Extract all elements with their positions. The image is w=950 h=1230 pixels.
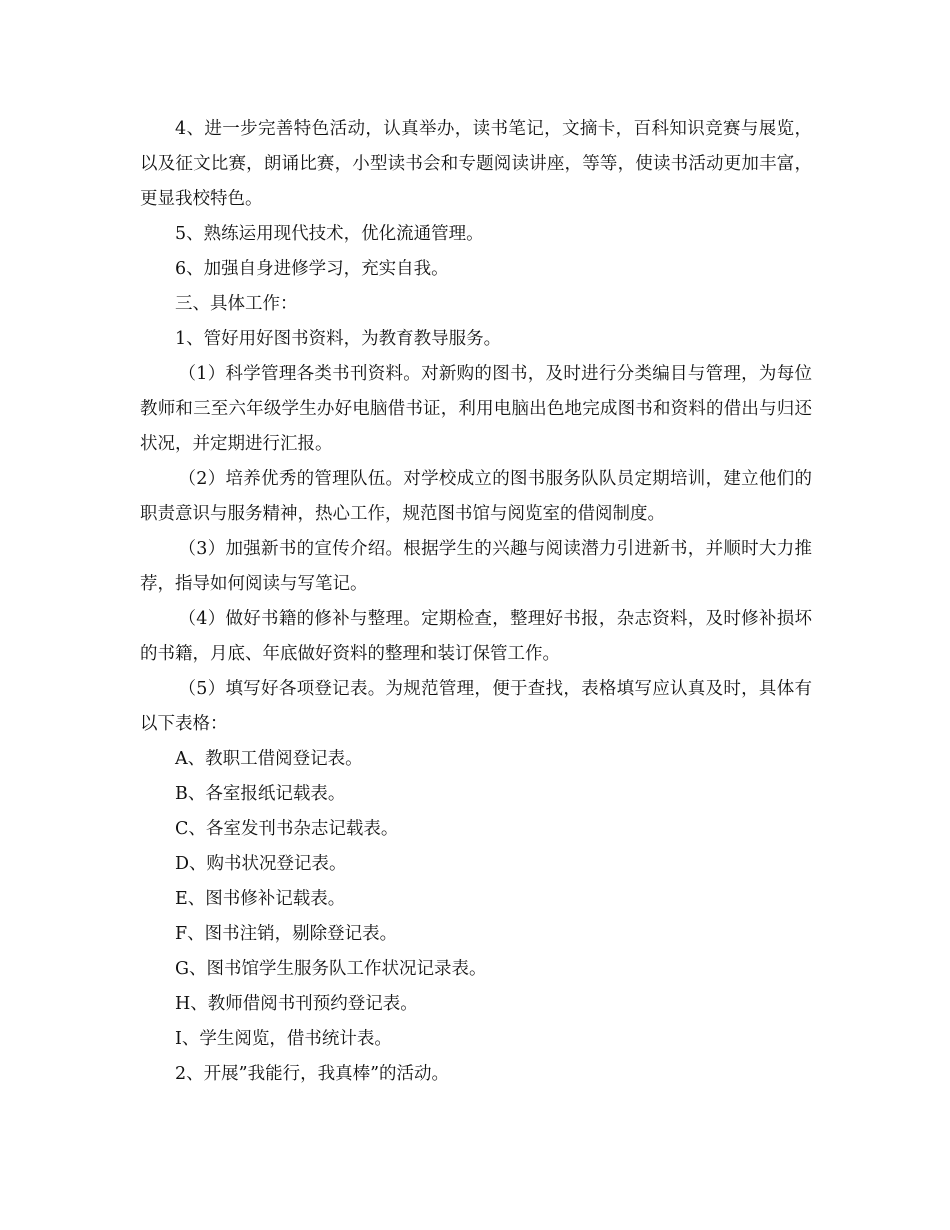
document-body: [140, 112, 812, 1092]
form-list-item-d: D、购书状况登记表。: [175, 854, 347, 874]
paragraph-sub-4: （4）做好书籍的修补与整理。定期检查，整理好书报，杂志资料，及时修补损坏的书籍，月底、年底做好资料的整理和装订保管工作。: [140, 609, 812, 664]
form-list-item-e: E、图书修补记载表。: [175, 889, 346, 909]
paragraph-work-2: 2、开展”我能行，我真棒”的活动。: [175, 1064, 450, 1084]
form-list-item-c: C、各室发刊书杂志记载表。: [175, 819, 399, 839]
form-list-item-a: A、教职工借阅登记表。: [175, 749, 363, 769]
paragraph-sub-5: （5）填写好各项登记表。为规范管理，便于查找，表格填写应认真及时，具体有以下表格：: [140, 679, 812, 734]
form-list-item-g: G、图书馆学生服务队工作状况记录表。: [175, 959, 487, 979]
paragraph-sub-1: （1）科学管理各类书刊资料。对新购的图书，及时进行分类编目与管理，为每位教师和三至六年级学生办好电脑借书证，利用电脑出色地完成图书和资料的借出与归还状况，并定期进行汇报。: [140, 364, 812, 454]
paragraph-item-6: 6、加强自身进修学习，充实自我。: [175, 259, 449, 279]
form-list-item-f: F、图书注销，剔除登记表。: [175, 924, 398, 944]
paragraph-item-5: 5、熟练运用现代技术，优化流通管理。: [175, 224, 484, 244]
section-heading-specific-work: 三、具体工作：: [175, 294, 298, 314]
paragraph-sub-3: （3）加强新书的宣传介绍。根据学生的兴趣与阅读潜力引进新书，并顺时大力推荐，指导如何阅读与写笔记。: [140, 539, 812, 594]
paragraph-item-4: 4、进一步完善特色活动，认真举办，读书笔记，文摘卡，百科知识竞赛与展览，以及征文比赛，朗诵比赛，小型读书会和专题阅读讲座，等等，使读书活动更加丰富，更显我校特色。: [140, 119, 812, 209]
paragraph-work-1: 1、管好用好图书资料，为教育教导服务。: [175, 329, 502, 349]
form-list-item-b: B、各室报纸记载表。: [175, 784, 346, 804]
form-list-item-h: H、教师借阅书刊预约登记表。: [175, 994, 418, 1014]
form-list-item-i: I、学生阅览，借书统计表。: [175, 1029, 392, 1049]
paragraph-sub-2: （2）培养优秀的管理队伍。对学校成立的图书服务队队员定期培训，建立他们的职责意识与服务精神，热心工作，规范图书馆与阅览室的借阅制度。: [140, 469, 812, 524]
